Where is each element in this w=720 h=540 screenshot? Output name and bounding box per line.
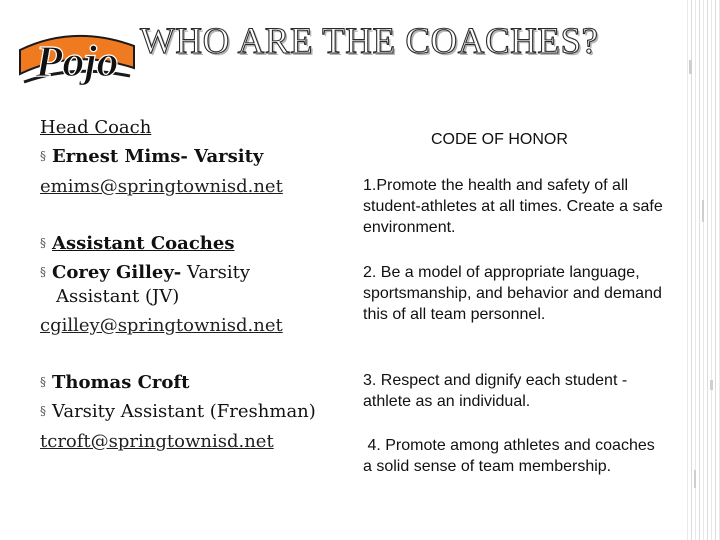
- assistant-coach-1-entry: [40, 262, 250, 283]
- assistant-coach-2-email[interactable]: tcroft@springtownisd.net: [40, 431, 274, 452]
- slide-title: WHO ARE THE COACHES?: [140, 21, 599, 62]
- assistant-coach-2-entry: [40, 372, 189, 393]
- assistant-coach-2-name: Thomas Croft: [52, 372, 190, 393]
- decorative-edge-texture: [684, 0, 720, 540]
- head-coach-name: Ernest Mims- Varsity: [52, 146, 264, 167]
- assistant-coach-2-role-row: [40, 401, 316, 422]
- honor-item-4: 4. Promote among athletes and coaches a solid sense of team membership.: [363, 437, 660, 475]
- bullet-icon: §: [40, 149, 46, 163]
- assistant-coaches-label-row: [40, 233, 234, 254]
- honor-item-3: 3. Respect and dignify each student -athlete as an individual.: [363, 372, 628, 410]
- pojo-logo-icon: [14, 20, 140, 102]
- honor-item-1: 1.Promote the health and safety of all student-athletes at all times. Create a safe environment.: [363, 177, 663, 236]
- head-coach-label: Head Coach: [40, 117, 152, 138]
- honor-item-2: 2. Be a model of appropriate language, sportsmanship, and behavior and demand this of all team personnel.: [363, 264, 662, 323]
- assistant-coach-1-email[interactable]: cgilley@springtownisd.net: [40, 315, 283, 336]
- head-coach-email[interactable]: emims@springtownisd.net: [40, 176, 283, 197]
- assistant-coach-1-role-detail: Assistant (JV): [56, 286, 180, 307]
- assistant-coach-1-role: Varsity: [187, 262, 251, 283]
- assistant-coaches-label: Assistant Coaches: [52, 233, 235, 254]
- bullet-icon: §: [40, 236, 46, 250]
- code-of-honor-heading: CODE OF HONOR: [431, 131, 568, 148]
- logo-text: Pojo: [35, 37, 119, 86]
- head-coach-entry: [40, 146, 263, 167]
- bullet-icon: §: [40, 265, 46, 279]
- bullet-icon: §: [40, 375, 46, 389]
- assistant-coach-2-role: Varsity Assistant (Freshman): [52, 401, 316, 422]
- bullet-icon: §: [40, 404, 46, 418]
- assistant-coach-1-name: Corey Gilley-: [52, 262, 182, 283]
